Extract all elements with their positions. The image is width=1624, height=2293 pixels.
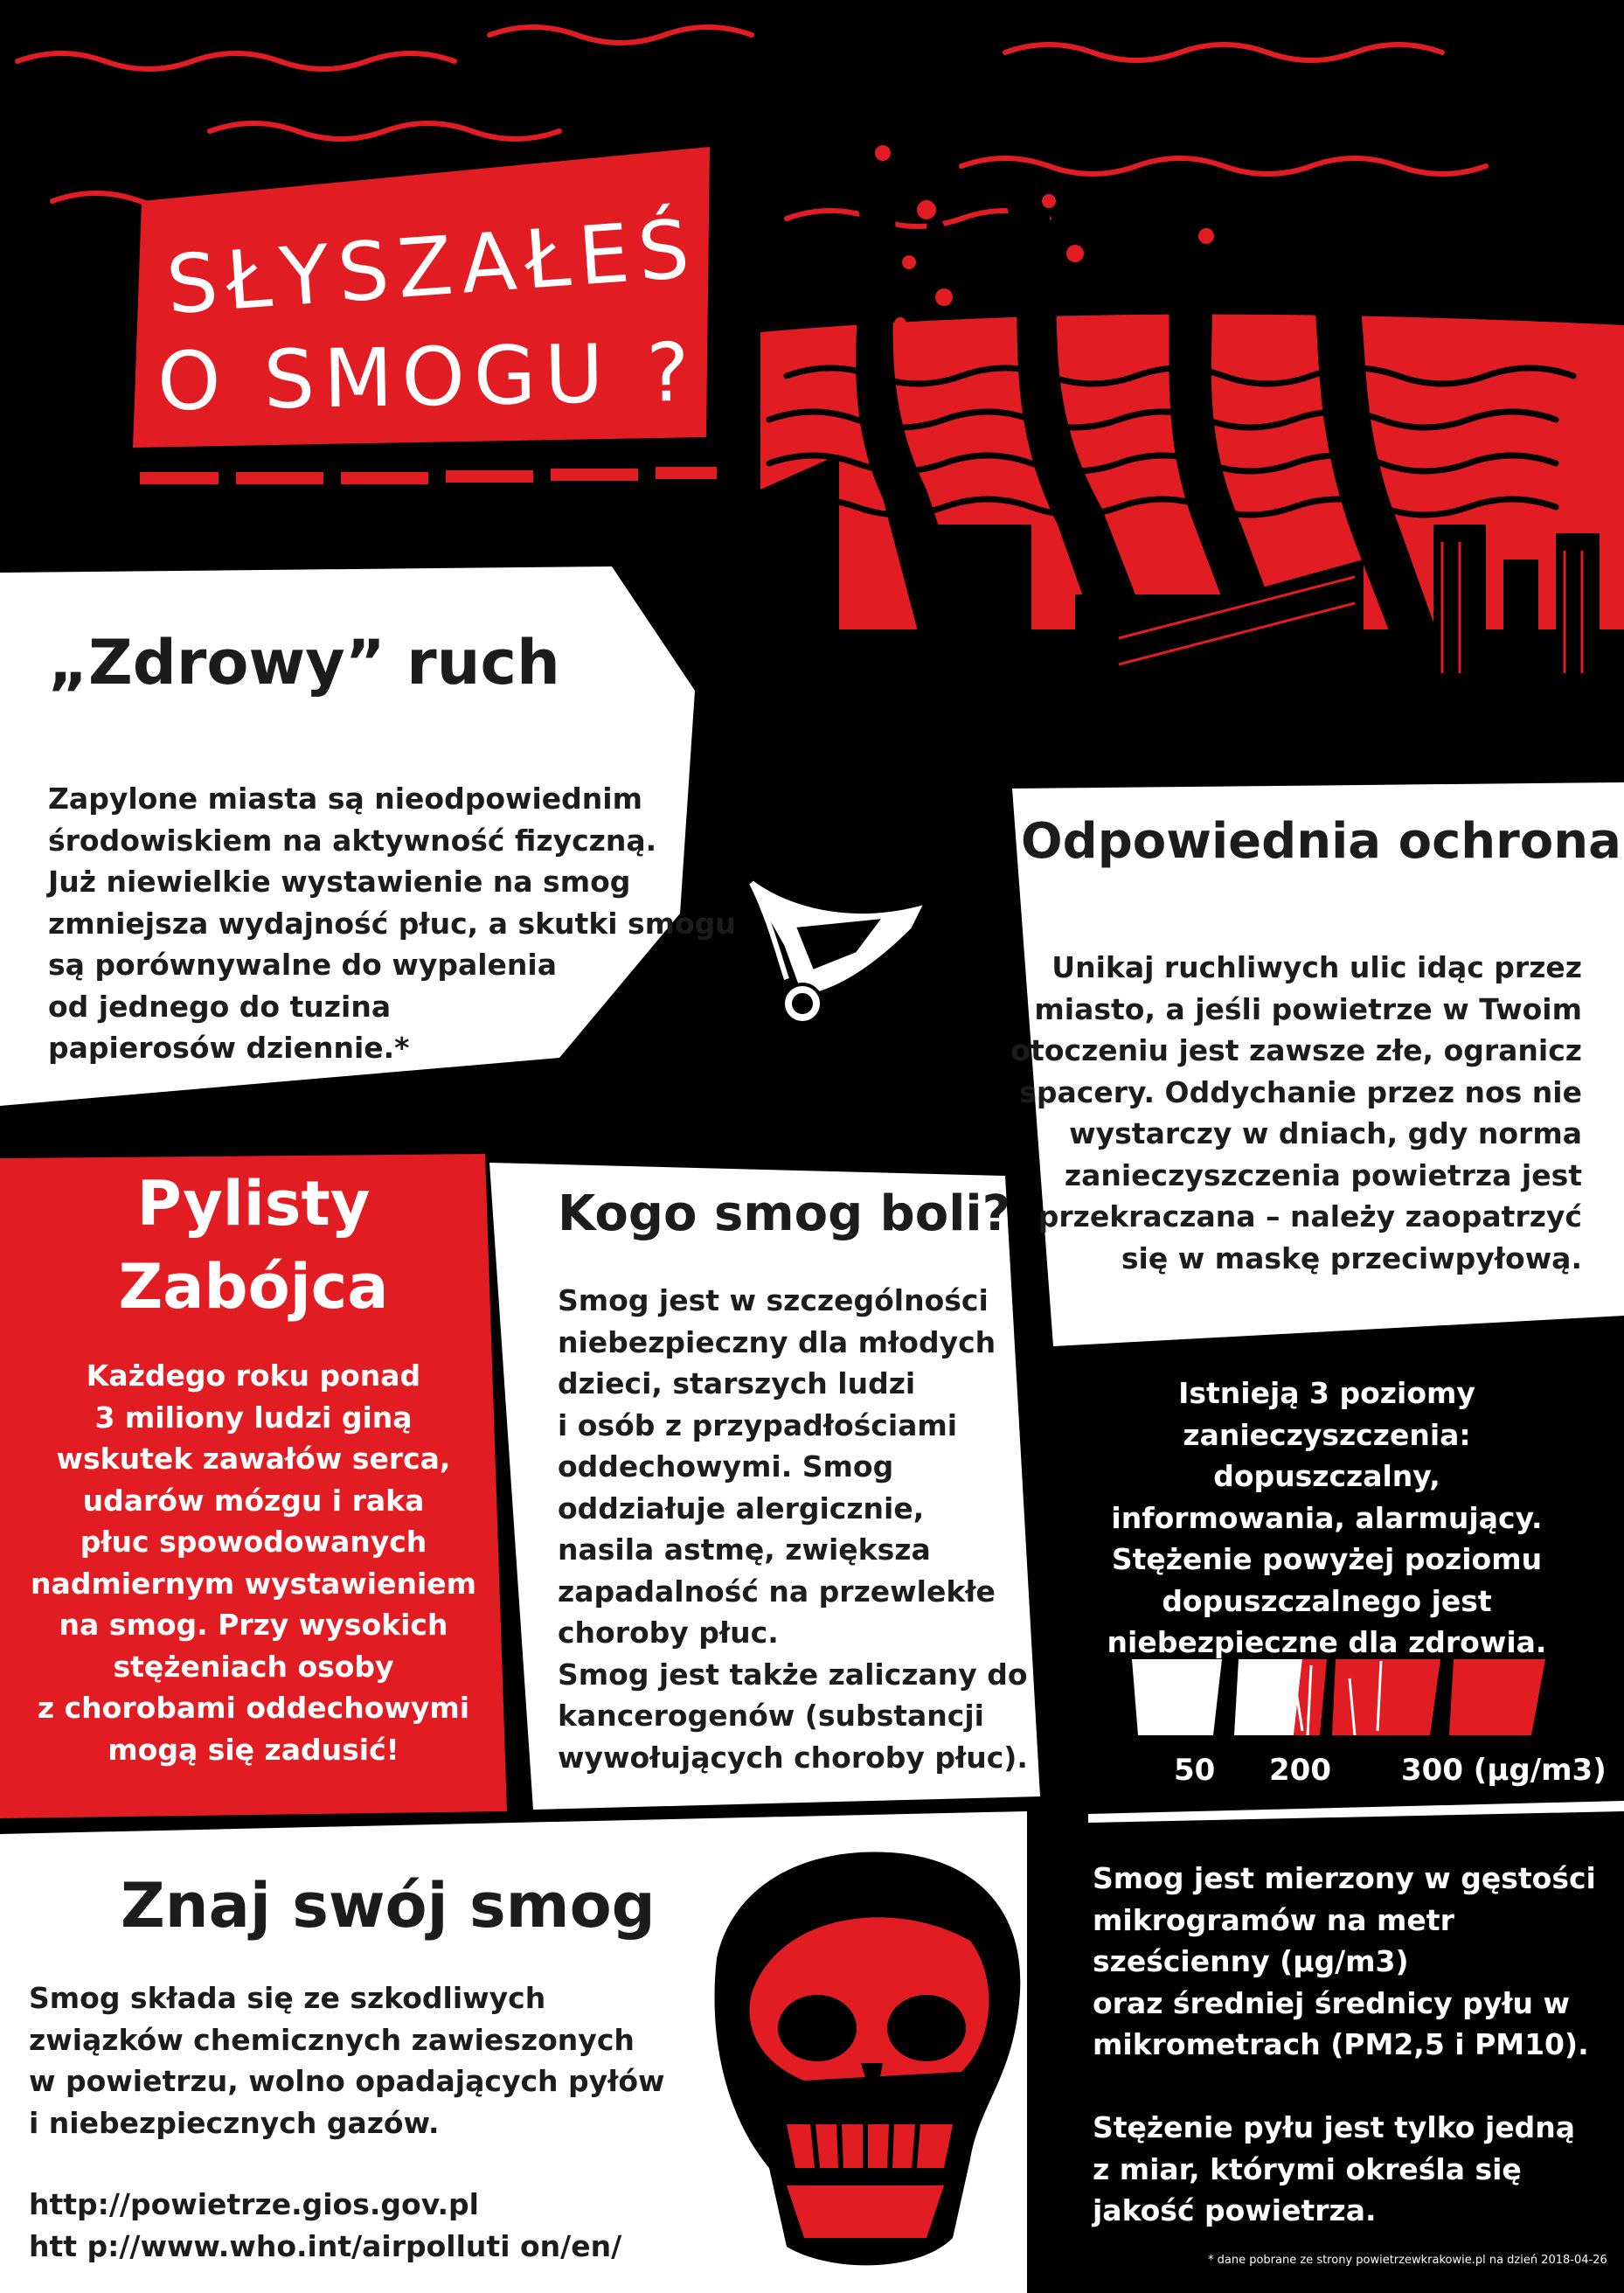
zabojca-body: Każdego roku ponad 3 miliony ludzi giną wskutek zawałów serca, udarów mózgu i raka płuc spowodowanych nadmiernym wystawieniem na smog. Przy wysokich stężeniach osoby z chorobami oddechowymi mogą się zadusić! bbox=[30, 1358, 477, 1767]
poziomy-body: Istnieją 3 poziomy zanieczyszczenia: dopuszczalny, informowania, alarmujący. Stężenie powyżej poziomu dopuszczalnego jest niebezpieczne dla zdrowia. bbox=[1107, 1376, 1547, 1659]
zabojca-title: Pylisty Zabójca bbox=[118, 1168, 389, 1323]
zdrowy-ruch-body: Zapylone miasta są nieodpowiednim środowiskiem na aktywność fizyczną. Już niewielkie wystawienie na smog zmniejsza wydajność płuc, a skutki smogu są porównywalne do wypalenia od jednego do tuzina papierosów dziennie.* bbox=[48, 782, 736, 1065]
headline-line-2: O SMOGU ? bbox=[156, 325, 699, 429]
sign-dashes bbox=[140, 467, 717, 484]
footnote: * dane pobrane ze strony powietrzewkrakowie.pl na dzień 2018-04-26 bbox=[1208, 2254, 1607, 2267]
znaj-body: Smog składa się ze szkodliwych związków chemicznych zawieszonych w powietrzu, wolno opadających pyłów i niebezpiecznych gazów. bbox=[29, 1981, 665, 2140]
zdrowy-ruch-title: „Zdrowy” ruch bbox=[48, 627, 560, 698]
link-gios[interactable]: http://powietrze.gios.gov.pl bbox=[29, 2187, 479, 2221]
pollution-scale bbox=[1132, 1659, 1545, 1735]
kogo-title: Kogo smog boli? bbox=[558, 1185, 1011, 1242]
headline-line-1: SŁYSZAŁEŚ bbox=[163, 201, 701, 333]
link-who[interactable]: htt p://www.who.int/airpolluti on/en/ bbox=[29, 2229, 622, 2263]
znaj-title: Znaj swój smog bbox=[121, 1870, 656, 1942]
mask-valve bbox=[783, 984, 822, 1023]
mierzony-body: Smog jest mierzony w gęstości mikrogramów na metr sześcienny (μg/m3) oraz średniej średnicy pyłu w mikrometrach (PM2,5 i PM10). Stężenie pyłu jest tylko jedną z miar, którymi określa się jakość powietrza. bbox=[1093, 1861, 1596, 2227]
scale-label-50: 50 bbox=[1174, 1753, 1216, 1788]
scale-label-300: 300 (μg/m3) bbox=[1401, 1753, 1607, 1788]
panel-divider bbox=[1088, 1801, 1624, 1823]
kogo-body: Smog jest w szczególności niebezpieczny dla młodych dzieci, starszych ludzi i osób z przypadłościami oddechowymi. Smog oddziałuje alergicznie, nasila astmę, zwiększa zapadalność na przewlekłe choroby płuc. Smog jest także zaliczany do kancerogenów (substancji wywołujących choroby płuc). bbox=[558, 1283, 1028, 1775]
scale-label-200: 200 bbox=[1269, 1753, 1331, 1788]
ochrona-title: Odpowiednia ochrona bbox=[1021, 813, 1621, 870]
ochrona-body: Unikaj ruchliwych ulic idąc przez miasto, a jeśli powietrze w Twoim otoczeniu jest zawsze złe, ogranicz spacery. Oddychanie przez nos nie wystarczy w dniach, gdy norma zanieczyszczenia powietrza jest przekraczana – należy zaopatrzyć się w maskę przeciwpyłową. bbox=[1010, 950, 1582, 1275]
